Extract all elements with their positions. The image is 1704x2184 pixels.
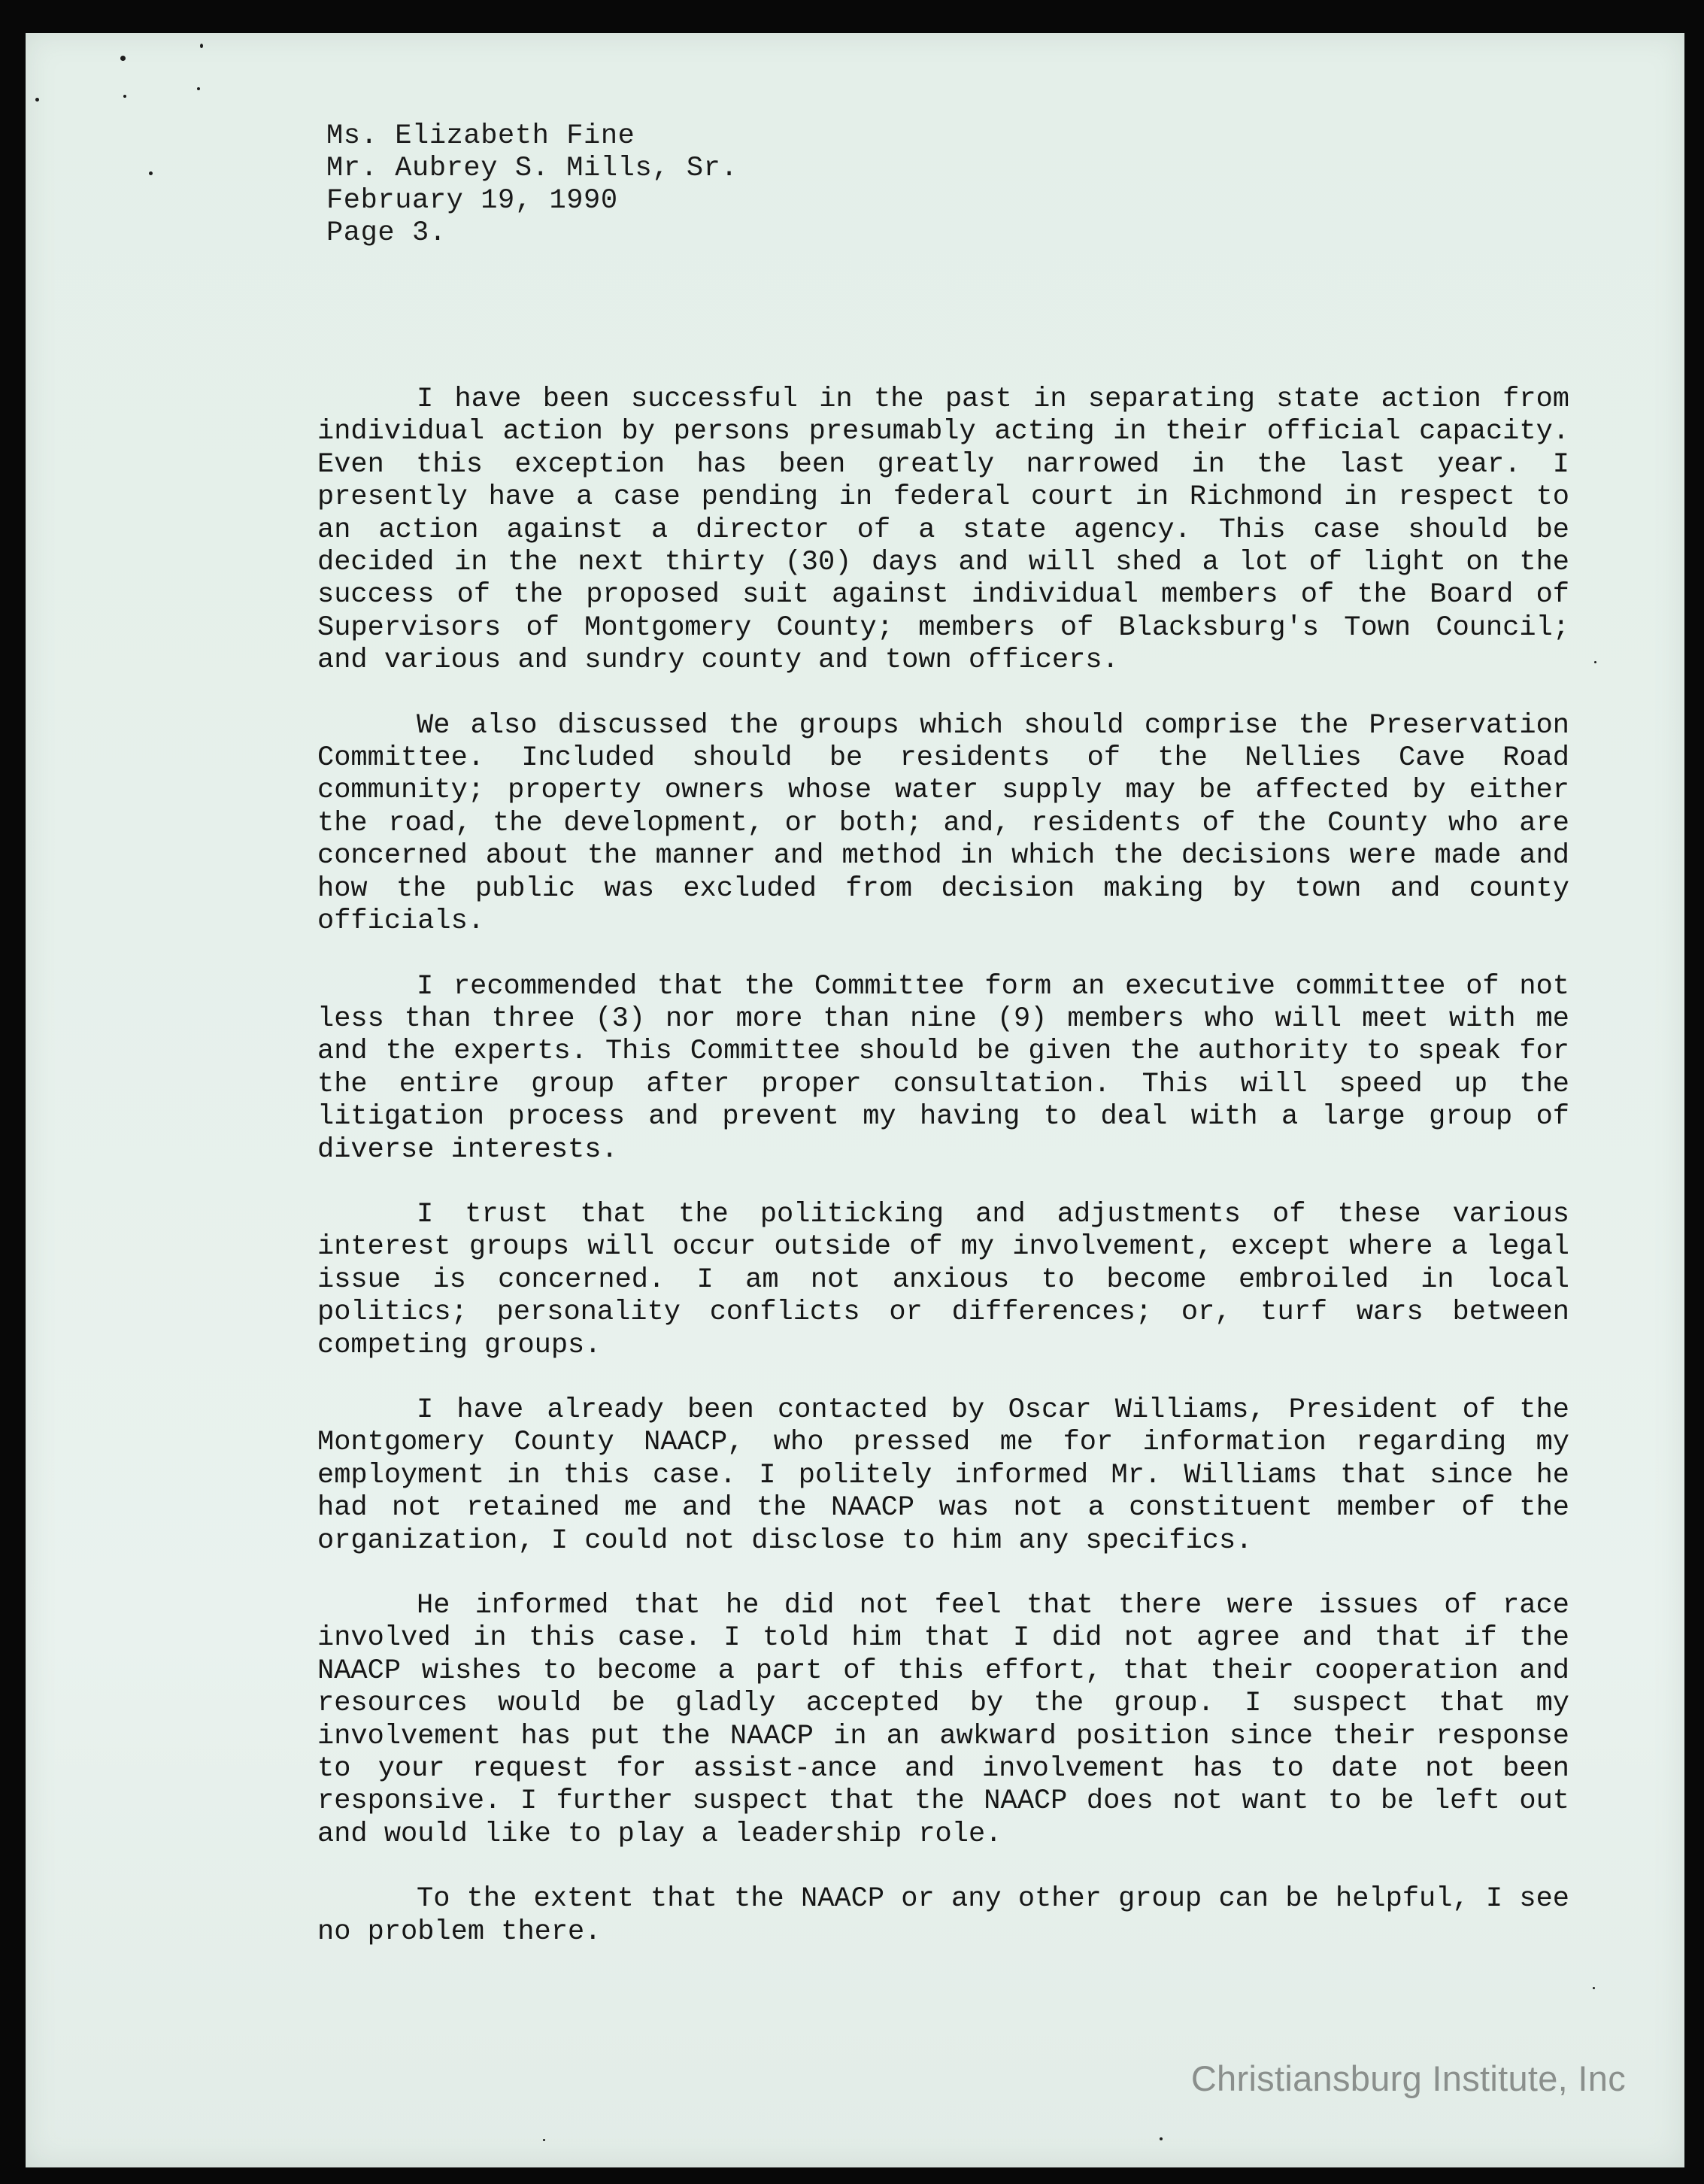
recipient-line: Mr. Aubrey S. Mills, Sr. [326,153,738,184]
scan-speck [35,98,39,102]
recipient-line: Ms. Elizabeth Fine [326,120,635,152]
scan-speck [1593,1987,1595,1989]
body-paragraph: I recommended that the Committee form an executive committee of not less than three (3) nor more than nine (9) members who will meet with me and the experts. This Committee should be given the authority to speak for the entire group after proper consultation. This will speed up the litigation process and prevent my having to deal with a large group of diverse interests. [317,970,1569,1166]
scan-speck [197,87,200,90]
scan-speck [149,171,153,175]
letter-header [326,120,738,250]
body-paragraph: I have already been contacted by Oscar Williams, President of the Montgomery County NAACP, who pressed me for information regarding my employment in this case. I politely informed Mr. Williams that since he had not retained me and the NAACP was not a constituent member of the organization, I could not disclose to him any specifics. [317,1394,1569,1557]
body-paragraph: He informed that he did not feel that there were issues of race involved in this case. I told him that I did not agree and that if the NAACP wishes to become a part of this effort, that their cooperation and resources would be gladly accepted by the group. I suspect that my involvement has put the NAACP in an awkward position since their response to your request for assist-ance and involvement has to date not been responsive. I further suspect that the NAACP does not want to be left out and would like to play a leadership role. [317,1590,1569,1850]
scan-speck [543,2139,545,2141]
letter-body [317,384,1569,1981]
body-paragraph: I trust that the politicking and adjustments of these various interest groups will occur outside of my involvement, except where a legal issue is concerned. I am not anxious to become embroiled in local politics; personality conflicts or differences; or, turf wars between competing groups. [317,1198,1569,1361]
scan-speck [120,56,126,61]
body-paragraph: To the extent that the NAACP or any other group can be helpful, I see no problem there. [317,1883,1569,1948]
body-paragraph: I have been successful in the past in separating state action from individual action by persons presumably acting in their official capacity. Even this exception has been greatly narrowed in the last year. I presently have a case pending in federal court in Richmond in respect to an action against a director of a state agency. This case should be decided in the next thirty (30) days and will shed a lot of light on the success of the proposed suit against individual members of the Board of Supervisors of Montgomery County; members of Blacksburg's Town Council; and various and sundry county and town officers. [317,384,1569,677]
page-number: Page 3. [326,217,447,249]
letter-date: February 19, 1990 [326,185,618,217]
archive-watermark: Christiansburg Institute, Inc [1190,2058,1626,2098]
scan-speck [123,95,126,98]
scan-speck [1594,661,1596,663]
body-paragraph: We also discussed the groups which should comprise the Preservation Committee. Included should be residents of the Nellies Cave Road community; property owners whose water supply may be affected by either the road, the development, or both; and, residents of the County who are concerned about the manner and method in which the decisions were made and how the public was excluded from decision making by town and county officials. [317,709,1569,938]
scan-speck [1160,2137,1163,2140]
scan-speck [200,44,203,48]
